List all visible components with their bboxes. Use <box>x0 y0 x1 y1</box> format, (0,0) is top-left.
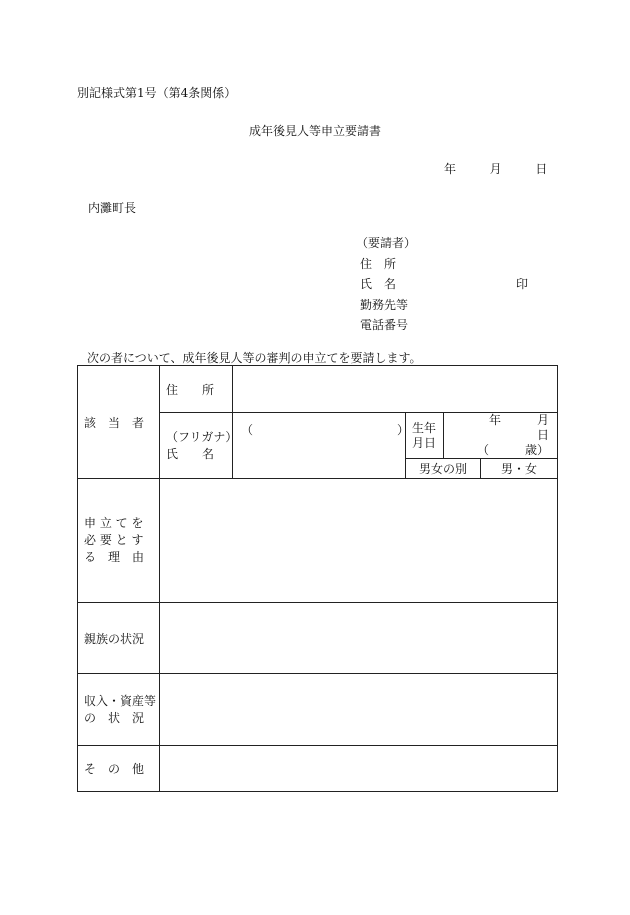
relatives-field[interactable] <box>160 603 558 674</box>
date-month: 月 <box>489 162 502 176</box>
requester-phone-label: 電話番号 <box>360 318 409 332</box>
relatives-label: 親族の状況 <box>78 603 160 674</box>
requester-name-label: 氏 名 <box>360 277 397 291</box>
reason-label-line-2: 必 要 と す <box>84 533 144 547</box>
requester-heading: （要請者） <box>356 236 417 250</box>
name-label: 氏 名 <box>166 446 215 461</box>
subject-label: 該 当 者 <box>78 366 160 479</box>
dob-label-line-1: 生年 <box>412 420 437 435</box>
address-field[interactable] <box>233 366 558 413</box>
income-label-line-1: 収入・資産等 <box>84 693 157 708</box>
income-field[interactable] <box>160 674 558 746</box>
sex-field[interactable]: 男・女 <box>481 459 558 479</box>
reason-label <box>78 479 160 603</box>
requester-address-label: 住 所 <box>360 256 397 271</box>
sex-label: 男女の別 <box>406 459 481 479</box>
other-field[interactable] <box>160 746 558 792</box>
requester-workplace-label: 勤務先等 <box>360 297 409 312</box>
furigana-paren: （ ） <box>241 423 410 437</box>
reason-label-line-1: 申 立 て を <box>84 516 144 530</box>
reason-label-line-3: る 理 由 <box>84 550 145 564</box>
furigana-label: （フリガナ） <box>166 429 238 444</box>
document-title: 成年後見人等申立要請書 <box>248 124 381 138</box>
request-form-table <box>77 365 586 792</box>
date-year: 年 <box>444 162 457 176</box>
addressee: 内灘町長 <box>88 201 137 215</box>
dob-label-line-2: 月日 <box>412 435 437 450</box>
dob-value-line-1: 年 月 日 <box>488 413 586 442</box>
requester-block <box>356 233 529 336</box>
intro-text: 次の者について、成年後見人等の審判の申立てを要請します。 <box>87 351 422 365</box>
other-label: そ の 他 <box>78 746 160 792</box>
date-day: 日 <box>535 162 548 176</box>
address-label: 住 所 <box>160 366 233 413</box>
dob-field[interactable] <box>444 413 586 459</box>
date-line <box>444 160 547 177</box>
income-label-line-2: の 状 況 <box>84 710 145 725</box>
dob-value-line-2: （ 歳） <box>476 443 549 457</box>
income-label <box>78 674 160 746</box>
name-label-cell <box>160 413 238 479</box>
dob-label <box>406 413 444 459</box>
reason-field[interactable] <box>160 479 558 603</box>
name-field[interactable] <box>233 413 410 479</box>
requester-name-row <box>356 274 529 295</box>
form-label: 別記様式第1号（第4条関係） <box>77 86 237 100</box>
seal-mark: 印 <box>516 277 529 291</box>
